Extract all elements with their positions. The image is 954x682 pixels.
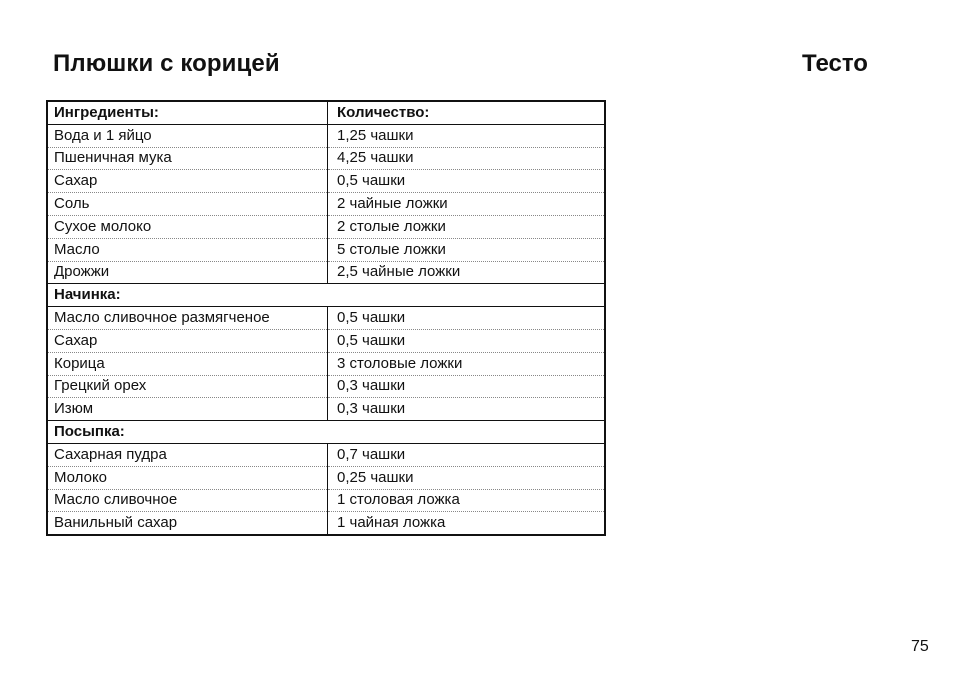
- ingredient-name: Изюм: [47, 398, 328, 421]
- ingredient-name: Масло: [47, 238, 328, 261]
- ingredient-quantity: 0,3 чашки: [328, 398, 606, 421]
- table-row: [47, 124, 605, 147]
- ingredient-name: Масло сливочное: [47, 489, 328, 512]
- ingredient-quantity: 0,7 чашки: [328, 443, 606, 466]
- ingredient-name: Сахарная пудра: [47, 443, 328, 466]
- ingredient-quantity: 1,25 чашки: [328, 124, 606, 147]
- table-row: [47, 215, 605, 238]
- ingredient-name: Сахар: [47, 170, 328, 193]
- ingredient-quantity: 0,25 чашки: [328, 466, 606, 489]
- table-row: [47, 489, 605, 512]
- ingredient-name: Сухое молоко: [47, 215, 328, 238]
- header-ingredients: Ингредиенты:: [47, 101, 328, 124]
- ingredient-quantity: 0,5 чашки: [328, 170, 606, 193]
- table-row: [47, 512, 605, 535]
- table-row: [47, 261, 605, 284]
- ingredient-name: Ванильный сахар: [47, 512, 328, 535]
- table-row: [47, 193, 605, 216]
- table-row: [47, 170, 605, 193]
- table-row: [47, 352, 605, 375]
- ingredient-quantity: 3 столовые ложки: [328, 352, 606, 375]
- table-row: [47, 147, 605, 170]
- section-label-filling: Начинка:: [47, 284, 605, 307]
- section-row-filling: [47, 284, 605, 307]
- ingredient-name: Пшеничная мука: [47, 147, 328, 170]
- ingredient-quantity: 5 столые ложки: [328, 238, 606, 261]
- ingredient-quantity: 1 чайная ложка: [337, 514, 446, 532]
- ingredient-name: Молоко: [47, 466, 328, 489]
- section-label-topping: Посыпка:: [47, 421, 605, 444]
- section-row-topping: [47, 421, 605, 444]
- ingredient-name: Сахар: [47, 329, 328, 352]
- ingredient-quantity: 2 столые ложки: [328, 215, 606, 238]
- table-row: [47, 466, 605, 489]
- ingredient-name: Грецкий орех: [47, 375, 328, 398]
- ingredient-quantity: 2,5 чайные ложки: [328, 261, 606, 284]
- ingredient-quantity: 0,3 чашки: [328, 375, 606, 398]
- ingredient-quantity: 1 столовая ложка: [328, 489, 606, 512]
- ingredient-quantity: 0,5 чашки: [328, 329, 606, 352]
- ingredient-name: Соль: [47, 193, 328, 216]
- table-row: [47, 307, 605, 330]
- ingredient-quantity: 2 чайные ложки: [328, 193, 606, 216]
- page-number: 75: [911, 638, 929, 655]
- header-quantity: Количество:: [328, 101, 606, 124]
- section-title: Тесто: [802, 50, 868, 77]
- ingredient-quantity: 4,25 чашки: [328, 147, 606, 170]
- table-row: [47, 398, 605, 421]
- ingredient-name: Корица: [47, 352, 328, 375]
- page-title: Плюшки с корицей: [53, 50, 280, 77]
- table-row: [47, 375, 605, 398]
- ingredient-quantity: 0,5 чашки: [328, 307, 606, 330]
- table-row: [47, 443, 605, 466]
- ingredient-name: Дрожжи: [47, 261, 328, 284]
- ingredient-name: Вода и 1 яйцо: [47, 124, 328, 147]
- table-header-row: [47, 101, 605, 124]
- table-row: [47, 329, 605, 352]
- ingredient-name: Масло сливочное размягченое: [47, 307, 328, 330]
- ingredients-table: [46, 100, 606, 536]
- table-row: [47, 238, 605, 261]
